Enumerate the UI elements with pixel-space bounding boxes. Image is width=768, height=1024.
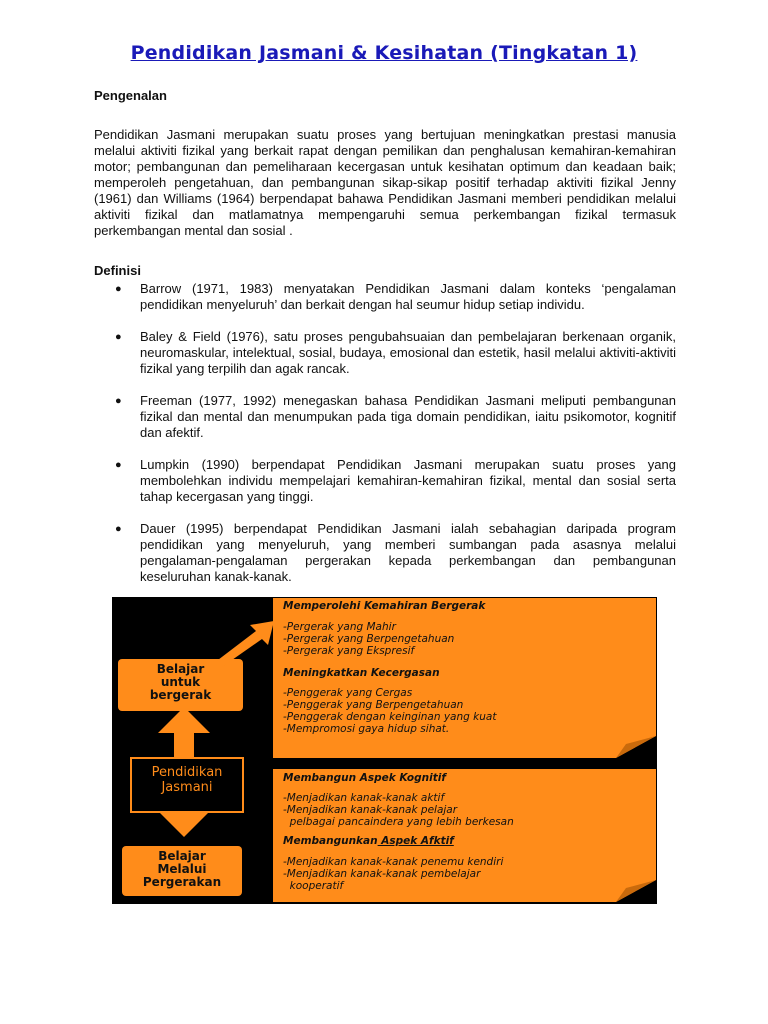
definition-item: ● Lumpkin (1990) berpendapat Pendidikan Jasmani merupakan suatu proses yang membolehkan individu mempelajari kemahiran-kemahiran fizikal, mental dan sosial serta tahap kecergasan yang tinggi.	[115, 457, 676, 504]
belajar-melalui-pergerakan-box: Belajar Melalui Pergerakan	[122, 846, 242, 896]
bullet-icon: ●	[115, 395, 122, 407]
afektif-title: Membangunkan Aspek Afktif	[283, 835, 454, 847]
page-title: Pendidikan Jasmani & Kesihatan (Tingkatan 1)	[130, 42, 638, 64]
intro-paragraph: Pendidikan Jasmani merupakan suatu proses yang bertujuan meningkatkan prestasi manusia melalui aktiviti fizikal yang berkait rapat dengan pemilikan dan penghalusan kemahiran-kemahiran motor; pembangunan dan pemeliharaan kecergasan untuk kesihatan optimum dan keadaan baik; memperoleh pengetahuan, dan pembangunan sikap-sikap positif terhadap aktiviti fizikal Jenny (1961) dan Williams (1964) berpendapat bahawa Pendidikan Jasmani memberi pendidikan melalui aktiviti fizikal dan matlamatnya mempengaruhi semua perkembangan fizikal termasuk perkembangan mental dan sosial .	[94, 127, 676, 238]
arrow-up-right-icon	[212, 617, 277, 667]
definition-item: ● Baley & Field (1976), satu proses pengubahsuaian dan pembelajaran berkenaan organik, neuromaskular, intelektual, sosial, budaya, emosional dan estetik, hasil melalui aktiviti-aktiviti fizikal yang terpilih dan agak rancak.	[115, 329, 676, 376]
definition-item: ● Freeman (1977, 1992) menegaskan bahasa Pendidikan Jasmani meliputi pembangunan fizikal dan mental dan menumpukan pada tiga domain pendidikan, iaitu psikomotor, kognitif dan afektif.	[115, 393, 676, 440]
bullet-icon: ●	[115, 283, 122, 295]
bullet-icon: ●	[115, 331, 122, 343]
page-curl-icon	[616, 736, 656, 758]
belajar-untuk-bergerak-box: Belajar untuk bergerak	[118, 659, 243, 711]
pendidikan-jasmani-box: Pendidikan Jasmani	[130, 757, 244, 813]
bullet-icon: ●	[115, 523, 122, 535]
pendidikan-jasmani-diagram	[112, 597, 657, 904]
bullet-icon: ●	[115, 459, 122, 471]
page-curl-icon	[616, 880, 656, 902]
definition-item: ● Barrow (1971, 1983) menyatakan Pendidikan Jasmani dalam konteks ‘pengalaman pendidikan menyeluruh’ dan berkait dengan hal seumur hidup setiap individu.	[115, 281, 676, 312]
top-panel: Memperolehi Kemahiran Bergerak -Pergerak yang Mahir -Pergerak yang Berpengetahuan -Pergerak yang Ekspresif Meningkatkan Kecergasan -Penggerak yang Cergas -Penggerak yang Berpengetahuan -Penggerak dengan keinginan yang kuat -Mempromosi gaya hidup sihat.	[273, 598, 656, 758]
bottom-panel: Membangun Aspek Kognitif -Menjadikan kanak-kanak aktif -Menjadikan kanak-kanak pelajar pelbagai pancaindera yang lebih berkesan Membangunkan Aspek Afktif -Menjadikan kanak-kanak penemu kendiri -Menjadikan kanak-kanak pembelajar kooperatif	[273, 769, 656, 902]
definitions-heading: Definisi	[94, 263, 141, 278]
intro-heading: Pengenalan	[94, 88, 167, 103]
definition-item: ● Dauer (1995) berpendapat Pendidikan Jasmani ialah sebahagian daripada program pendidikan yang menyeluruh, yang memberi sumbangan pada asasnya melalui pengalaman-pengalaman pergerakan kepada perkembangan dan pembangunan keseluruhan kanak-kanak.	[115, 521, 676, 584]
definitions-list	[94, 281, 676, 585]
